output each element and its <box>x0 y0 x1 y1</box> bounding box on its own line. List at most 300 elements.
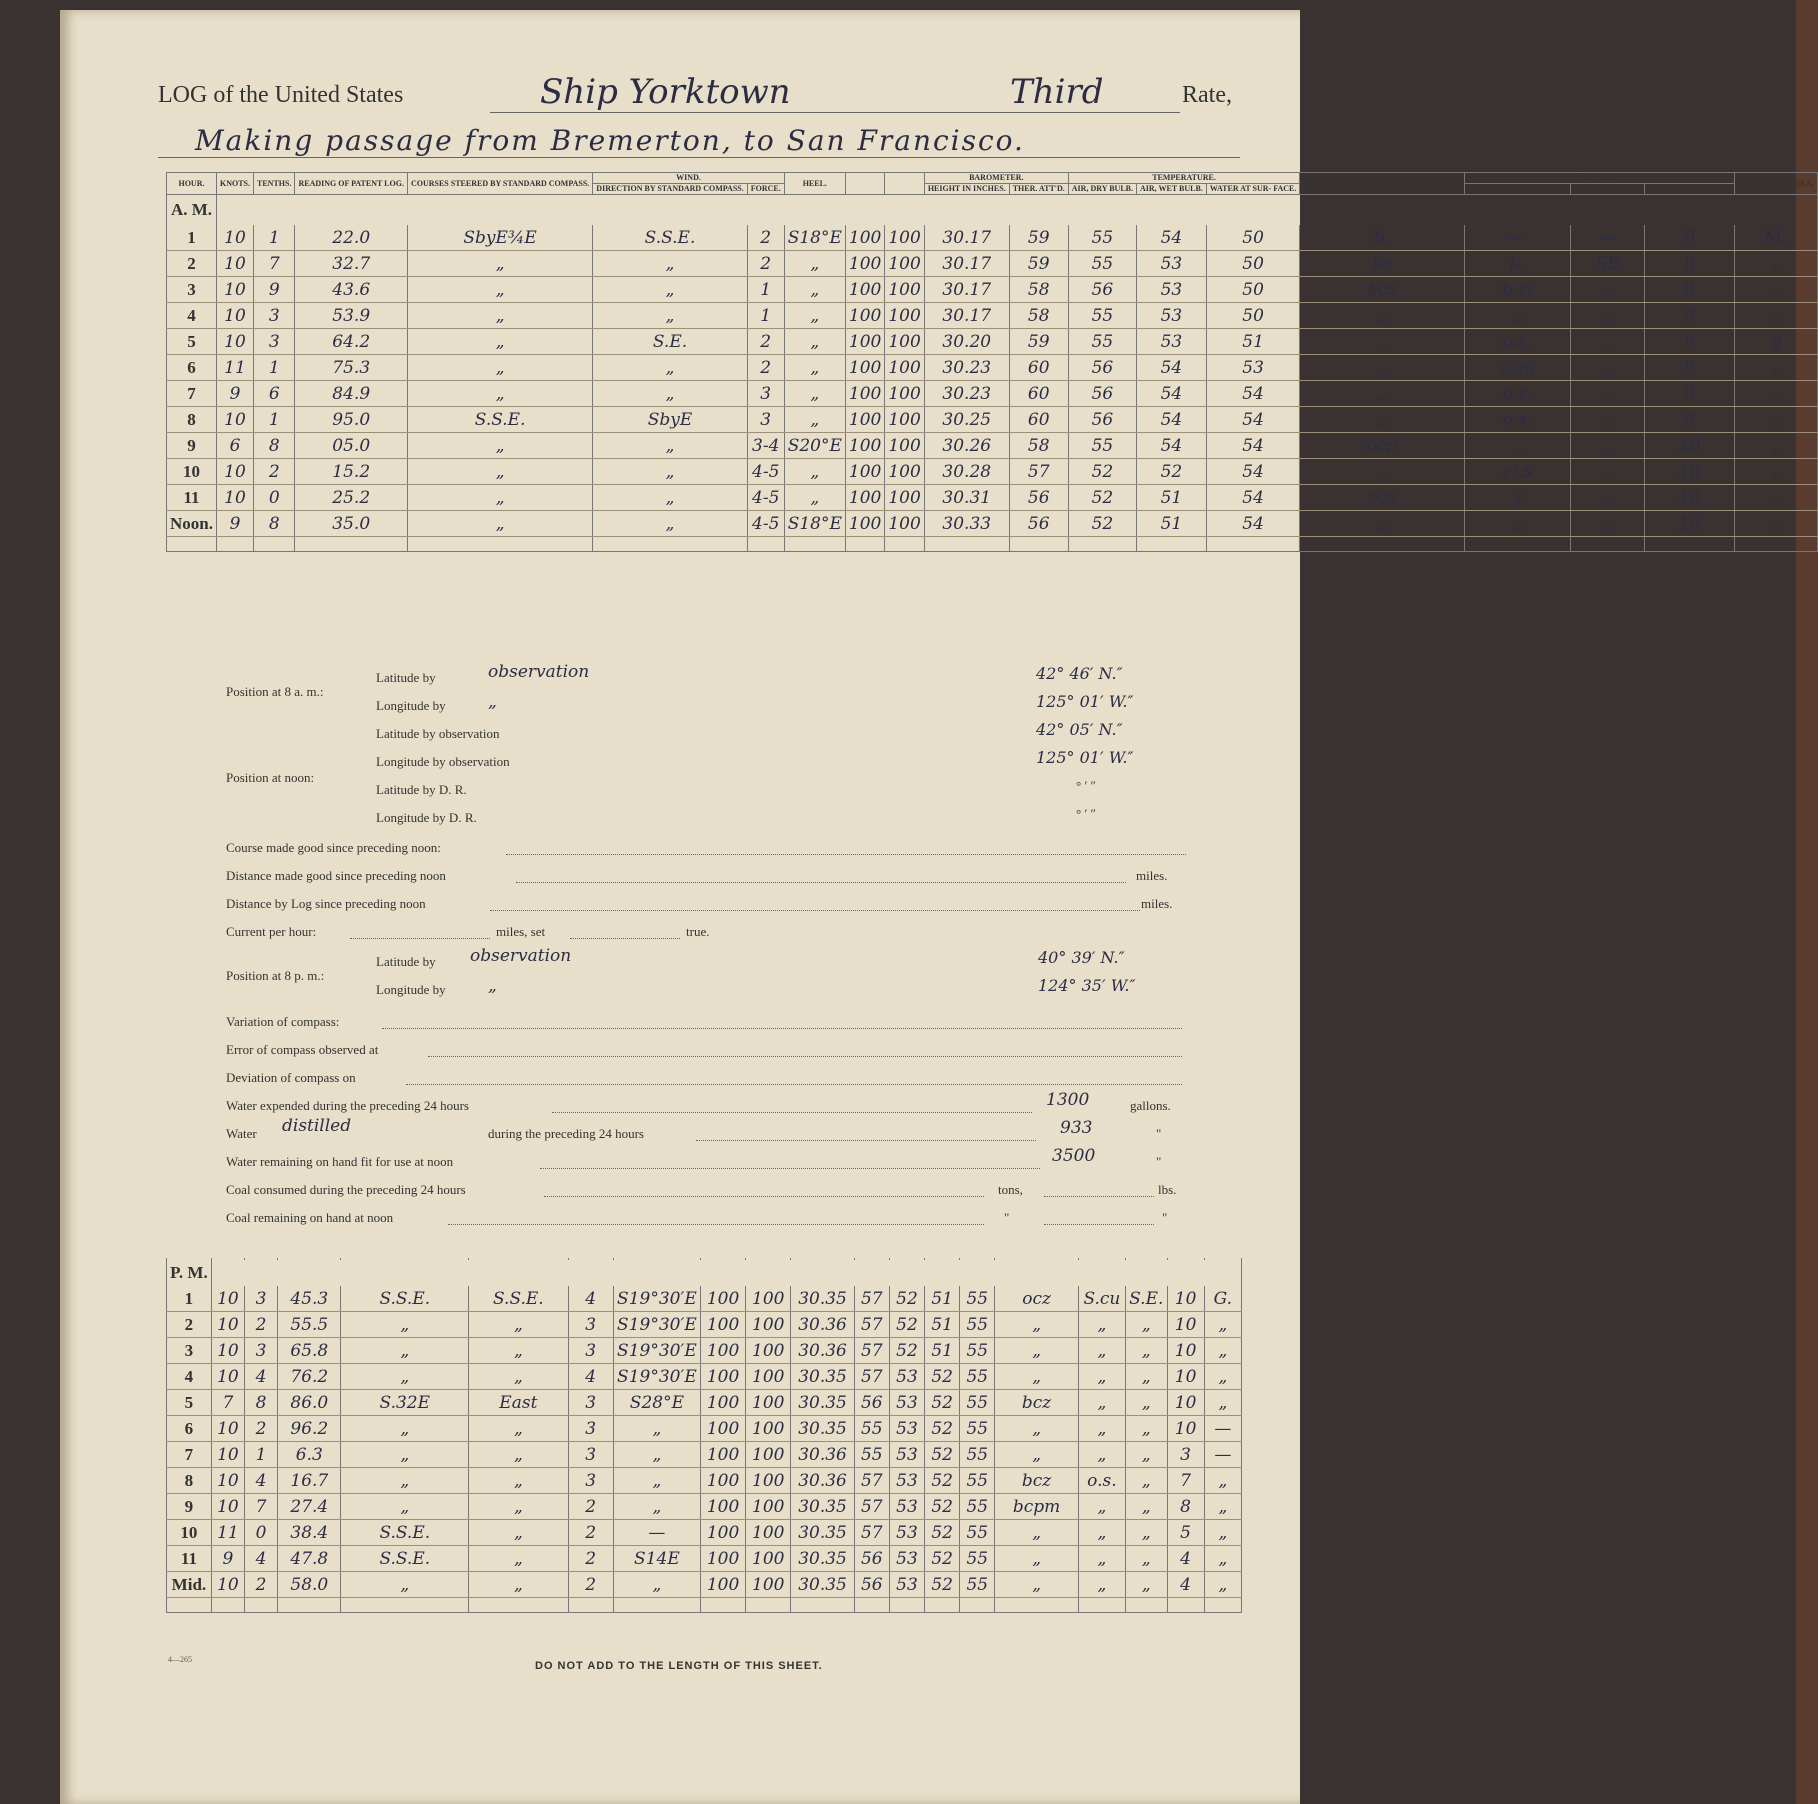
hour-cell: 7 <box>167 381 217 407</box>
pos-noon-lat-obs-label: Latitude by observation <box>376 726 500 741</box>
log-cell: „ <box>1300 459 1465 485</box>
log-cell: o.s. <box>1464 329 1570 355</box>
log-cell: S.S.E. <box>341 1546 469 1572</box>
table-row <box>167 407 1818 433</box>
log-cell: „ <box>407 459 592 485</box>
hour-cell: 4 <box>167 303 217 329</box>
log-cell: „ <box>995 1312 1078 1338</box>
log-cell: 3 <box>254 303 295 329</box>
log-cell: 10 <box>216 277 253 303</box>
log-cell: „ <box>341 1572 469 1598</box>
log-cell: 53 <box>1206 355 1300 381</box>
error-line <box>428 1056 1182 1057</box>
log-cell: 52 <box>1137 459 1207 485</box>
log-cell: 3 <box>568 1442 613 1468</box>
log-cell: 53 <box>889 1520 924 1546</box>
log-cell: — <box>1571 225 1645 251</box>
log-cell: 30.36 <box>791 1312 854 1338</box>
variation-label: Variation of compass: <box>226 1014 340 1029</box>
log-cell: 10 <box>1167 1364 1204 1390</box>
log-cell: „ <box>1204 1468 1241 1494</box>
log-cell: „ <box>469 1494 569 1520</box>
hour-cell: 8 <box>167 1468 212 1494</box>
log-cell: „ <box>1078 1390 1125 1416</box>
log-cell: „ <box>469 1468 569 1494</box>
log-cell: 52 <box>1068 511 1136 537</box>
log-cell: 11 <box>216 355 253 381</box>
log-cell: 57 <box>854 1286 889 1312</box>
log-cell: 47.8 <box>278 1546 341 1572</box>
log-cell: „ <box>784 251 845 277</box>
log-cell: 2 <box>747 329 784 355</box>
log-cell: 10 <box>1167 1286 1204 1312</box>
log-cell: 30.36 <box>791 1338 854 1364</box>
log-cell: „ <box>1571 277 1645 303</box>
log-cell: b. <box>1300 225 1465 251</box>
log-cell: 100 <box>845 433 884 459</box>
log-cell: 55 <box>960 1546 995 1572</box>
log-cell: 76.2 <box>278 1364 341 1390</box>
log-cell: 16.7 <box>278 1468 341 1494</box>
log-cell: 100 <box>746 1546 791 1572</box>
log-cell: 3-4 <box>747 433 784 459</box>
distance-made-good-line <box>516 882 1126 883</box>
log-cell: 2 <box>568 1520 613 1546</box>
distance-log-label: Distance by Log since preceding noon <box>226 896 426 911</box>
log-cell: „ <box>1204 1390 1241 1416</box>
table-row <box>167 485 1818 511</box>
log-cell: 54 <box>1206 511 1300 537</box>
log-cell: „ <box>1204 1572 1241 1598</box>
log-cell: 57 <box>854 1364 889 1390</box>
log-cell: 30.35 <box>791 1390 854 1416</box>
water-remaining-label: Water remaining on hand fit for use at noon <box>226 1154 454 1169</box>
log-cell: „ <box>1204 1546 1241 1572</box>
log-cell: „ <box>1126 1520 1167 1546</box>
log-cell: 10 <box>1167 1390 1204 1416</box>
log-cell: 4 <box>245 1546 278 1572</box>
hour-cell: 1 <box>167 225 217 251</box>
log-cell: S28°E <box>613 1390 700 1416</box>
log-cell: 100 <box>700 1364 745 1390</box>
log-cell: 5 <box>1167 1520 1204 1546</box>
log-cell: 100 <box>700 1572 745 1598</box>
log-cell: 35.0 <box>295 511 408 537</box>
log-cell: „ <box>1571 329 1645 355</box>
log-cell: 0 <box>1645 225 1734 251</box>
log-cell: „ <box>995 1572 1078 1598</box>
log-cell: 55 <box>960 1390 995 1416</box>
log-cell: „ <box>341 1364 469 1390</box>
log-cell: „ <box>1078 1416 1125 1442</box>
log-cell: S14E <box>613 1546 700 1572</box>
log-cell: 52 <box>925 1364 960 1390</box>
log-cell: 58 <box>1009 433 1068 459</box>
pos-noon-label: Position at noon: <box>226 770 315 785</box>
pos-noon-lon-dr-label: Longitude by D. R. <box>376 810 477 825</box>
log-cell: b. <box>1464 251 1570 277</box>
col-patent-log: READING OF PATENT LOG. <box>295 173 408 195</box>
log-cell: „ <box>1300 329 1465 355</box>
log-cell: 54 <box>1206 459 1300 485</box>
log-cell: 10 <box>1167 1338 1204 1364</box>
log-cell: 58 <box>1009 303 1068 329</box>
log-cell: 59 <box>1009 329 1068 355</box>
pos-8am-lon-method: „ <box>488 692 497 712</box>
col-baro-ther: THER. ATT'D. <box>1009 184 1068 195</box>
log-cell: 7 <box>211 1390 244 1416</box>
hour-cell: 5 <box>167 1390 212 1416</box>
log-cell: 55 <box>960 1442 995 1468</box>
log-cell: 30.36 <box>791 1442 854 1468</box>
log-cell: 6.3 <box>278 1442 341 1468</box>
log-cell: 2 <box>568 1494 613 1520</box>
log-cell: 100 <box>885 485 924 511</box>
log-cell: „ <box>784 459 845 485</box>
log-cell: G. <box>1204 1286 1241 1312</box>
log-cell: 4 <box>568 1364 613 1390</box>
log-cell: „ <box>1300 511 1465 537</box>
log-cell: „ <box>469 1442 569 1468</box>
log-cell: S19°30′E <box>613 1364 700 1390</box>
log-cell: 56 <box>1068 381 1136 407</box>
current-label: Current per hour: <box>226 924 317 939</box>
log-cell: „ <box>407 303 592 329</box>
water-remaining-line <box>540 1168 1040 1169</box>
log-cell: 30.25 <box>924 407 1009 433</box>
log-cell: 53 <box>889 1364 924 1390</box>
log-cell: 55 <box>854 1442 889 1468</box>
course-made-good-line <box>506 854 1186 855</box>
pos-8pm-lat-value: 40° 39′ N.″ <box>1038 948 1125 967</box>
log-cell: 50 <box>1206 251 1300 277</box>
log-cell: „ <box>593 251 747 277</box>
log-cell: bcz <box>995 1390 1078 1416</box>
log-cell: 56 <box>1068 355 1136 381</box>
log-cell: 10 <box>1645 433 1734 459</box>
log-cell: 9 <box>1645 381 1734 407</box>
log-cell: S.S.E. <box>341 1286 469 1312</box>
log-cell: S18°E <box>784 511 845 537</box>
log-cell: 58.0 <box>278 1572 341 1598</box>
table-row <box>167 277 1818 303</box>
pos-8am-lat-value: 42° 46′ N.″ <box>1036 664 1123 683</box>
log-cell: 10 <box>211 1286 244 1312</box>
water-label: Water <box>226 1126 257 1141</box>
hour-cell: 10 <box>167 459 217 485</box>
hour-cell: Mid. <box>167 1572 212 1598</box>
log-cell: 10 <box>216 329 253 355</box>
log-cell: 51 <box>1137 485 1207 511</box>
log-cell: „ <box>1300 355 1465 381</box>
log-cell: 3 <box>747 407 784 433</box>
log-cell: 10 <box>216 251 253 277</box>
water-distilled-value: 933 <box>1060 1118 1093 1138</box>
deviation-label: Deviation of compass on <box>226 1070 356 1085</box>
log-cell: 51 <box>925 1286 960 1312</box>
log-cell: „ <box>784 407 845 433</box>
log-cell: 100 <box>700 1286 745 1312</box>
pos-noon-lon-value: 125° 01′ W.″ <box>1036 748 1134 767</box>
log-cell: „ <box>1126 1468 1167 1494</box>
log-cell: 30.35 <box>791 1546 854 1572</box>
log-cell: „ <box>1078 1364 1125 1390</box>
hour-cell: 11 <box>167 485 217 511</box>
log-cell: 100 <box>746 1364 791 1390</box>
pm-label: P. M. <box>167 1260 212 1286</box>
log-cell: 4-5 <box>747 511 784 537</box>
log-cell: o.s. <box>1078 1468 1125 1494</box>
log-cell: 100 <box>885 459 924 485</box>
log-cell: 52 <box>925 1494 960 1520</box>
log-cell: 100 <box>845 407 884 433</box>
log-cell: 3 <box>568 1468 613 1494</box>
log-cell: 54 <box>1137 433 1207 459</box>
log-cell: 100 <box>746 1312 791 1338</box>
log-cell: 55 <box>960 1364 995 1390</box>
log-cell: „ <box>593 433 747 459</box>
log-cell: „ <box>469 1572 569 1598</box>
col-blank-1 <box>845 173 884 195</box>
log-cell: „ <box>1078 1572 1125 1598</box>
log-cell: 43.6 <box>295 277 408 303</box>
form-code: 4—265 <box>168 1655 192 1664</box>
log-cell: „ <box>1734 251 1817 277</box>
log-cell: 30.35 <box>791 1494 854 1520</box>
log-cell: „ <box>341 1338 469 1364</box>
log-cell: g <box>1734 329 1817 355</box>
am-rows <box>167 195 1818 552</box>
log-cell: „ <box>1571 303 1645 329</box>
log-cell: „ <box>593 511 747 537</box>
log-cell: „ <box>613 1468 700 1494</box>
log-cell: 100 <box>746 1468 791 1494</box>
col-air-wet: AIR, WET BULB. <box>1137 184 1207 195</box>
log-cell: „ <box>784 303 845 329</box>
log-cell: 84.9 <box>295 381 408 407</box>
error-label: Error of compass observed at <box>226 1042 379 1057</box>
log-cell: „ <box>1300 407 1465 433</box>
table-row <box>167 1572 1242 1598</box>
log-cell: „ <box>1126 1572 1167 1598</box>
table-row <box>167 303 1818 329</box>
log-cell: „ <box>407 355 592 381</box>
log-cell: 100 <box>845 355 884 381</box>
log-cell: 30.33 <box>924 511 1009 537</box>
log-cell: „ <box>1204 1312 1241 1338</box>
log-cell: 52 <box>889 1286 924 1312</box>
pos-noon-lat-value: 42° 05′ N.″ <box>1036 720 1123 739</box>
log-cell: „ <box>1204 1520 1241 1546</box>
coal-consumed-tons: tons, <box>998 1182 1023 1197</box>
log-cell: ocp <box>1300 433 1465 459</box>
log-cell: 100 <box>746 1572 791 1598</box>
log-cell: 9 <box>1645 355 1734 381</box>
log-cell: 27.4 <box>278 1494 341 1520</box>
log-cell: 8 <box>254 511 295 537</box>
log-cell: „ <box>1464 511 1570 537</box>
log-cell: 52 <box>1068 459 1136 485</box>
log-cell: „ <box>1204 1364 1241 1390</box>
log-cell: „ <box>613 1416 700 1442</box>
coal-remaining-ditto-1: " <box>1004 1210 1010 1225</box>
log-cell: 30.28 <box>924 459 1009 485</box>
log-title <box>158 82 403 109</box>
log-cell: 3 <box>1167 1442 1204 1468</box>
log-cell: bcz <box>995 1468 1078 1494</box>
log-cell: 57 <box>854 1312 889 1338</box>
log-cell: S20°E <box>784 433 845 459</box>
log-cell: „ <box>1734 355 1817 381</box>
col-baro-height: HEIGHT IN INCHES. <box>924 184 1009 195</box>
log-cell: 10 <box>216 407 253 433</box>
log-cell: 30.17 <box>924 251 1009 277</box>
log-cell: 9 <box>1645 277 1734 303</box>
log-cell: „ <box>1734 303 1817 329</box>
pos-noon-lon-dr-blank: ° ′ ″ <box>1076 806 1096 821</box>
col-air-dry: AIR, DRY BULB. <box>1068 184 1136 195</box>
log-cell: „ <box>995 1416 1078 1442</box>
log-cell: 10 <box>211 1364 244 1390</box>
hour-cell: 1 <box>167 1286 212 1312</box>
log-cell: SbyE¾E <box>407 225 592 251</box>
col-hour: HOUR. <box>167 173 217 195</box>
log-cell: 95.0 <box>295 407 408 433</box>
log-cell: 3 <box>245 1338 278 1364</box>
log-cell: 10 <box>1645 459 1734 485</box>
log-cell: 52 <box>925 1416 960 1442</box>
table-row <box>167 1416 1242 1442</box>
log-cell: 2 <box>245 1312 278 1338</box>
log-cell: 100 <box>845 485 884 511</box>
log-cell: 100 <box>746 1286 791 1312</box>
log-cell: „ <box>1078 1520 1125 1546</box>
log-cell: SbyE <box>593 407 747 433</box>
log-cell: „ <box>1734 459 1817 485</box>
coal-consumed-line <box>544 1196 984 1197</box>
log-cell: 57 <box>854 1494 889 1520</box>
table-row <box>167 459 1818 485</box>
pos-8am-lon-value: 125° 01′ W.″ <box>1036 692 1134 711</box>
log-cell: 9 <box>211 1546 244 1572</box>
pos-8pm-lat-label: Latitude by <box>376 954 436 969</box>
col-tenths: TENTHS. <box>254 173 295 195</box>
log-cell: „ <box>593 277 747 303</box>
log-cell: „ <box>1078 1546 1125 1572</box>
log-cell: 56 <box>1068 407 1136 433</box>
log-cell: 51 <box>1206 329 1300 355</box>
log-cell: 59 <box>1009 251 1068 277</box>
log-cell: 10 <box>1167 1312 1204 1338</box>
water-expended-value: 1300 <box>1046 1090 1090 1110</box>
log-cell: 2 <box>568 1572 613 1598</box>
log-cell: 3 <box>747 381 784 407</box>
log-cell: S19°30′E <box>613 1312 700 1338</box>
log-cell: „ <box>1571 355 1645 381</box>
log-cell: 57 <box>1009 459 1068 485</box>
log-cell: 55 <box>1068 303 1136 329</box>
log-cell: „ <box>407 329 592 355</box>
log-cell: 54 <box>1137 225 1207 251</box>
log-cell: „ <box>1300 381 1465 407</box>
log-cell: 60 <box>1009 381 1068 407</box>
log-cell: 60 <box>1009 407 1068 433</box>
log-cell: „ <box>1126 1364 1167 1390</box>
log-cell: „ <box>995 1442 1078 1468</box>
log-cell: 7 <box>254 251 295 277</box>
log-cell: S.S.E. <box>593 225 747 251</box>
log-cell: 10 <box>1645 511 1734 537</box>
col-courses: COURSES STEERED BY STANDARD COMPASS. <box>407 173 592 195</box>
log-cell: 58 <box>1009 277 1068 303</box>
passage-line: Making passage from Bremerton, to San Francisco. <box>195 124 1025 157</box>
log-cell: 55 <box>854 1416 889 1442</box>
title-underline <box>490 112 1180 113</box>
log-cell: 53 <box>1137 329 1207 355</box>
log-cell: 56 <box>854 1390 889 1416</box>
log-cell: „ <box>1734 381 1817 407</box>
log-cell: 10 <box>211 1338 244 1364</box>
log-cell: „ <box>1571 459 1645 485</box>
log-cell: 52 <box>889 1338 924 1364</box>
log-cell: 2 <box>254 459 295 485</box>
log-cell: 100 <box>845 303 884 329</box>
log-cell: — <box>1204 1442 1241 1468</box>
log-cell: — <box>1204 1416 1241 1442</box>
log-cell: „ <box>593 381 747 407</box>
log-cell: „ <box>995 1364 1078 1390</box>
table-row <box>167 1546 1242 1572</box>
pos-8pm-label: Position at 8 p. m.: <box>226 968 325 983</box>
log-cell: „ <box>1571 381 1645 407</box>
log-cell: 30.35 <box>791 1416 854 1442</box>
table-row <box>167 1312 1242 1338</box>
am-log-table <box>166 172 1818 552</box>
col-clouds: CLOUDS. <box>1464 173 1734 184</box>
log-cell: 55.5 <box>278 1312 341 1338</box>
log-cell: 52 <box>925 1520 960 1546</box>
log-cell: „ <box>1126 1416 1167 1442</box>
log-cell: 100 <box>700 1520 745 1546</box>
log-cell: 54 <box>1137 355 1207 381</box>
log-cell: 38.4 <box>278 1520 341 1546</box>
log-cell: 2 <box>747 225 784 251</box>
log-cell: 59 <box>1009 225 1068 251</box>
log-cell: 9 <box>1645 329 1734 355</box>
table-row <box>167 511 1818 537</box>
hour-cell: Noon. <box>167 511 217 537</box>
log-cell: 53.9 <box>295 303 408 329</box>
hour-cell: 10 <box>167 1520 212 1546</box>
col-wind: WIND. <box>593 173 784 184</box>
water-during-label: during the preceding 24 hours <box>488 1126 644 1141</box>
log-cell: M. <box>1734 225 1817 251</box>
log-cell: 0 <box>245 1520 278 1546</box>
pos-8am-label: Position at 8 a. m.: <box>226 684 324 699</box>
log-cell: „ <box>784 355 845 381</box>
log-cell: 1 <box>747 277 784 303</box>
log-cell: 96.2 <box>278 1416 341 1442</box>
log-cell: „ <box>1126 1546 1167 1572</box>
log-cell: 2 <box>747 355 784 381</box>
log-cell: 3 <box>245 1286 278 1312</box>
log-cell: 2 <box>568 1546 613 1572</box>
log-cell: 4 <box>245 1468 278 1494</box>
log-cell: „ <box>593 459 747 485</box>
log-cell: 54 <box>1137 381 1207 407</box>
log-cell: 100 <box>746 1494 791 1520</box>
log-cell: 50 <box>1206 303 1300 329</box>
